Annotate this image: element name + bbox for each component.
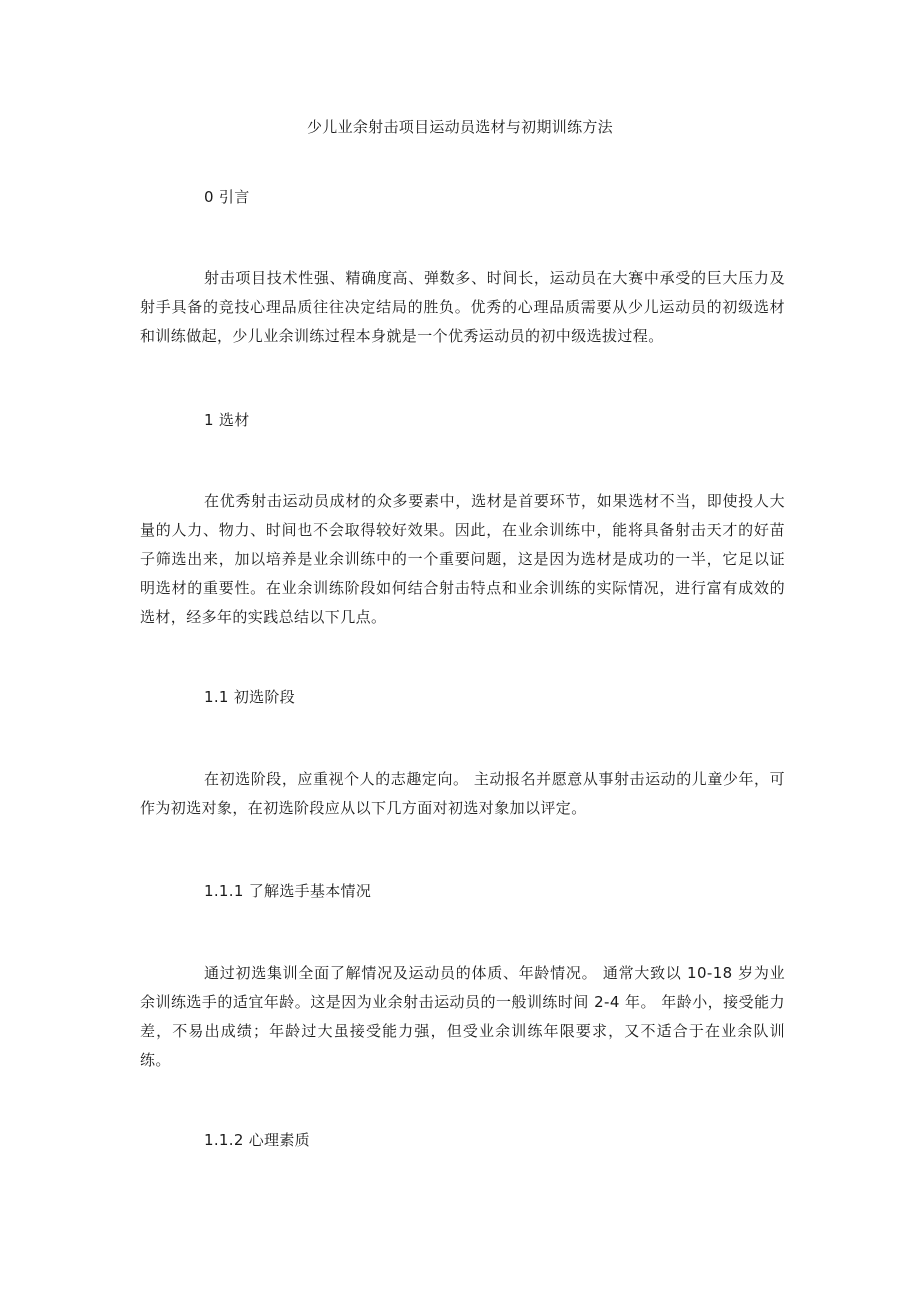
section-heading-introduction: 0 引言 xyxy=(204,188,250,206)
paragraph-selection: 在优秀射击运动员成材的众多要素中，选材是首要环节，如果选材不当，即使投人大量的人力、物力、时间也不会取得较好效果。因此，在业余训练中，能将具备射击天才的好苗子筛选出来，加以培养是业余训练中的一个重要问题，这是因为选材是成功的一半，它足以证明选材的重要性。在业余训练阶段如何结合射击特点和业余训练的实际情况，进行富有成效的选材，经多年的实践总结以下几点。 xyxy=(140,492,785,626)
paragraph-introduction: 射击项目技术性强、精确度高、弹数多、时间长，运动员在大赛中承受的巨大压力及射手具备的竞技心理品质往往决定结局的胜负。优秀的心理品质需要从少儿运动员的初级选材和训练做起，少儿业余训练过程本身就是一个优秀运动员的初中级选拔过程。 xyxy=(140,269,785,345)
document-title: 少儿业余射击项目运动员选材与初期训练方法 xyxy=(306,118,613,136)
section-heading-initial-selection: 1.1 初选阶段 xyxy=(204,688,296,706)
paragraph-basic-info: 通过初选集训全面了解情况及运动员的体质、年龄情况。 通常大致以 10-18 岁为业余训练选手的适宜年龄。这是因为业余射击运动员的一般训练时间 2-4 年。 年龄小，接受能力差，不易出成绩；年龄过大虽接受能力强，但受业余训练年限要求，又不适合于在业余队训练。 xyxy=(140,964,785,1069)
section-heading-basic-info: 1.1.1 了解选手基本情况 xyxy=(204,882,372,900)
section-heading-psychological-quality: 1.1.2 心理素质 xyxy=(204,1131,310,1149)
paragraph-initial-selection: 在初选阶段，应重视个人的志趣定向。 主动报名并愿意从事射击运动的儿童少年，可作为初选对象，在初选阶段应从以下几方面对初选对象加以评定。 xyxy=(140,770,785,817)
section-heading-selection: 1 选材 xyxy=(204,411,250,429)
